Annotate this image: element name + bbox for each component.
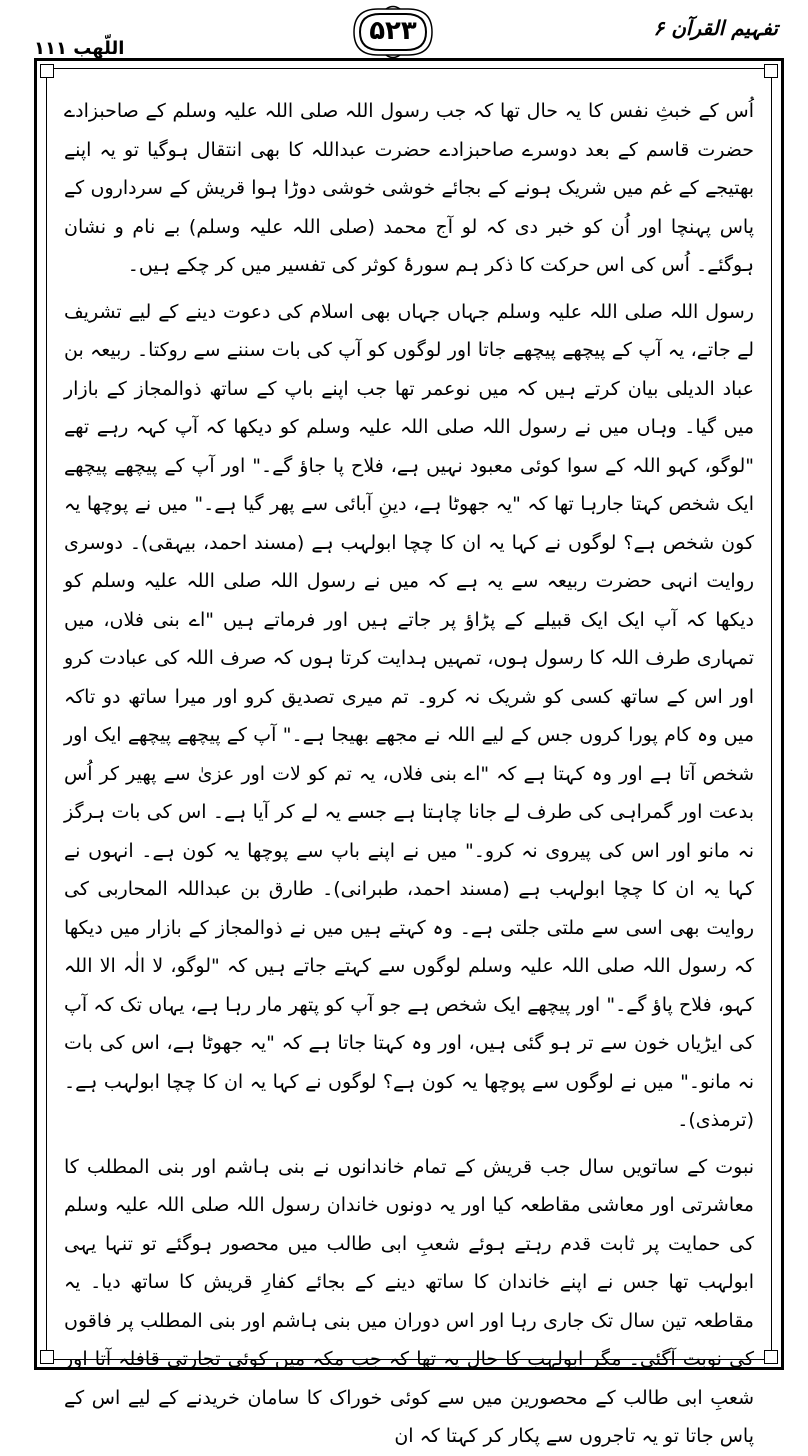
page-number: ۵۲۳ <box>369 16 417 46</box>
border-corner-top-left <box>40 64 54 78</box>
paragraph-1: اُس کے خبثِ نفس کا یہ حال تھا کہ جب رسول اللہ صلی اللہ علیہ وسلم کے صاحبزادے حضرت قاسم کے بعد دوسرے صاحبزادے حضرت عبداللہ کا بھی انتقال ہوگیا تو یہ اپنے بھتیجے کے غم میں شریک ہونے کے بجائے خوشی خوشی دوڑا ہوا قریش کے سرداروں کے پاس پہنچا اور اُن کو خبر دی کہ لو آج محمد (صلی اللہ علیہ وسلم) بے نام و نشان ہوگئے۔ اُس کی اس حرکت کا ذکر ہم سورۂ کوثر کی تفسیر میں کر چکے ہیں۔ <box>64 100 754 276</box>
border-corner-bottom-right <box>764 1350 778 1364</box>
book-title: تفہیم القرآن ۶ <box>653 16 778 40</box>
paragraph-2: رسول اللہ صلی اللہ علیہ وسلم جہاں جہاں بھی اسلام کی دعوت دینے کے لیے تشریف لے جاتے، یہ آپ کے پیچھے پیچھے جاتا اور لوگوں کو آپ کی بات سننے سے روکتا۔ ربیعہ بن عباد الدیلی بیان کرتے ہیں کہ میں نوعمر تھا جب اپنے باپ کے ساتھ ذوالمجاز کے بازار میں گیا۔ وہاں میں نے رسول اللہ صلی اللہ علیہ وسلم کو دیکھا کہ آپ کہہ رہے تھے "لوگو، کہو اللہ کے سوا کوئی معبود نہیں ہے، فلاح پا جاؤ گے۔" اور آپ کے پیچھے پیچھے ایک شخص کہتا جارہا تھا کہ "یہ جھوٹا ہے، دینِ آبائی سے پھر گیا ہے۔" میں نے پوچھا یہ کون شخص ہے؟ لوگوں نے کہا یہ ان کا چچا ابولہب ہے (مسند احمد، بیہقی)۔ دوسری روایت انہی حضرت ربیعہ سے یہ ہے کہ میں نے رسول اللہ صلی اللہ علیہ وسلم کو دیکھا کہ آپ ایک ایک قبیلے کے پڑاؤ پر جاتے ہیں اور فرماتے ہیں "اے بنی فلاں، میں تمہاری طرف اللہ کا رسول ہوں، تمہیں ہدایت کرتا ہوں کہ صرف اللہ کی عبادت کرو اور اس کے ساتھ کسی کو شریک نہ کرو۔ تم میری تصدیق کرو اور میرا ساتھ دو تاکہ میں وہ کام پورا کروں جس کے لیے اللہ نے مجھے بھیجا ہے۔" آپ کے پیچھے پیچھے ایک اور شخص آتا ہے اور وہ کہتا ہے کہ "اے بنی فلاں، یہ تم کو لات اور عزیٰ سے پھیر کر اُس بدعت اور گمراہی کی طرف لے جانا چاہتا ہے جسے یہ لے کر آیا ہے۔ اس کی بات ہرگز نہ مانو اور اس کی پیروی نہ کرو۔" میں نے اپنے باپ سے پوچھا یہ کون ہے۔ انہوں نے کہا یہ ان کا چچا ابولہب ہے (مسند احمد، طبرانی)۔ طارق بن عبداللہ المحاربی کی روایت بھی اسی سے ملتی جلتی ہے۔ وہ کہتے ہیں میں نے ذوالمجاز کے بازار میں دیکھا کہ رسول اللہ صلی اللہ علیہ وسلم لوگوں سے کہتے جاتے ہیں کہ "لوگو، لا الٰہ الا اللہ کہو، فلاح پاؤ گے۔" اور پیچھے ایک شخص ہے جو آپ کو پتھر مار رہا ہے، یہاں تک کہ آپ کی ایڑیاں خون سے تر ہو گئی ہیں، اور وہ کہتا جاتا ہے کہ "یہ جھوٹا ہے، اس کی بات نہ مانو۔" میں نے لوگوں سے پوچھا یہ کون ہے؟ لوگوں نے کہا یہ ان کا چچا ابولہب ہے۔ (ترمذی)۔ <box>64 300 754 1131</box>
paragraph-3: نبوت کے ساتویں سال جب قریش کے تمام خاندانوں نے بنی ہاشم اور بنی المطلب کا معاشرتی اور معاشی مقاطعہ کیا اور یہ دونوں خاندان رسول اللہ صلی اللہ علیہ وسلم کی حمایت پر ثابت قدم رہتے ہوئے شعبِ ابی طالب میں محصور ہوگئے تو تنہا یہی ابولہب تھا جس نے اپنے خاندان کا ساتھ دینے کے بجائے کفارِ قریش کا ساتھ دیا۔ یہ مقاطعہ تین سال تک جاری رہا اور اس دوران میں بنی ہاشم اور بنی المطلب پر فاقوں کی نوبت آگئی۔ مگر ابولہب کا حال یہ تھا کہ جب مکہ میں کوئی تجارتی قافلہ آتا اور شعبِ ابی طالب کے محصورین میں سے کوئی خوراک کا سامان خریدنے کے لیے اس کے پاس جاتا تو یہ تاجروں سے پکار کر کہتا کہ ان <box>64 1155 754 1447</box>
page-number-ornament <box>350 6 436 58</box>
surah-reference: اللّھب ۱۱۱ <box>34 38 125 59</box>
border-corner-top-right <box>764 64 778 78</box>
border-corner-bottom-left <box>40 1350 54 1364</box>
page-body <box>64 92 754 1447</box>
